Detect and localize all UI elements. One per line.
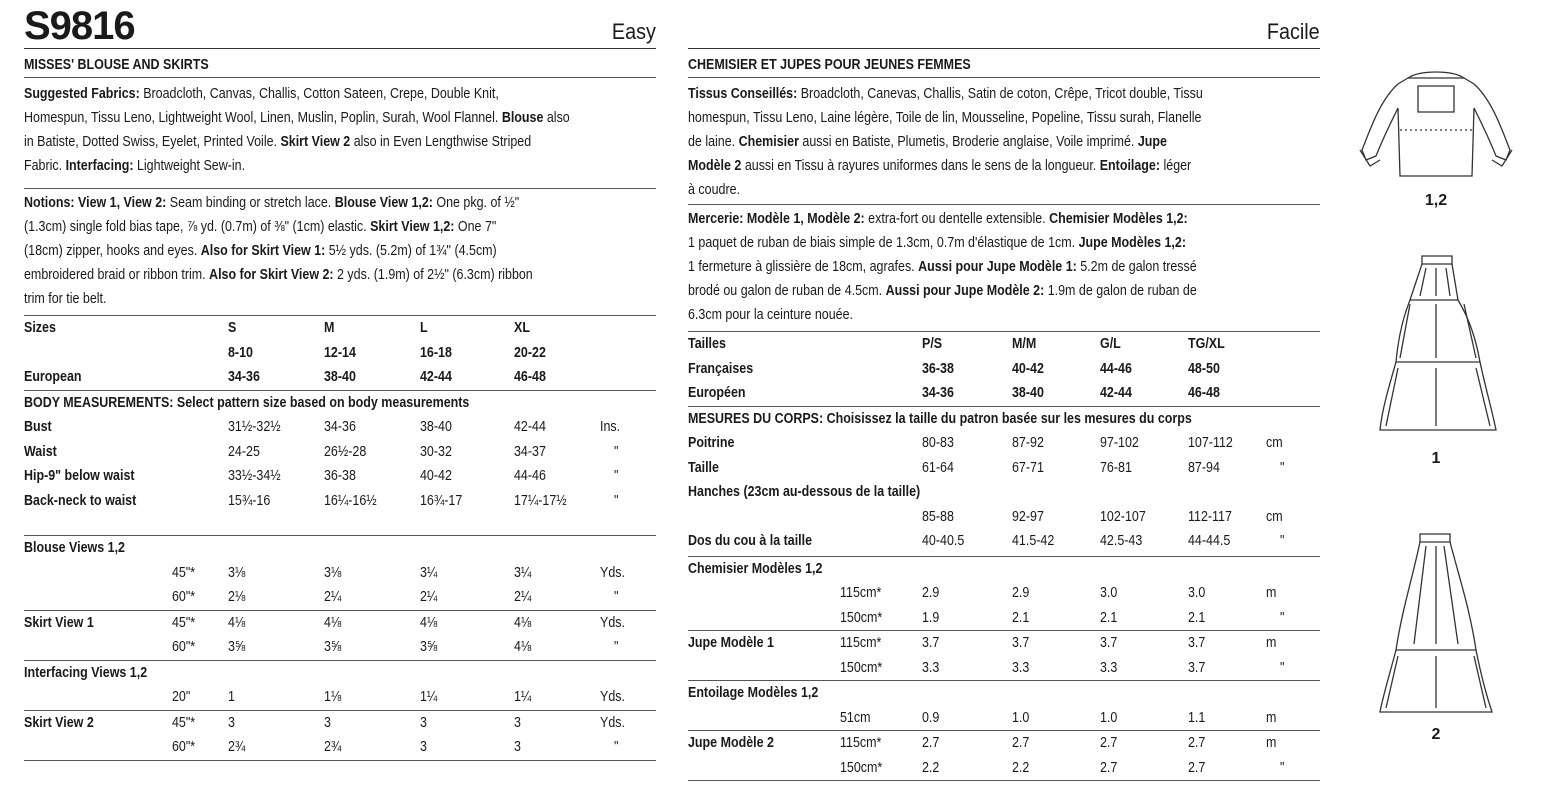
yardage-cell: 3 [420,739,427,755]
header [24,0,656,48]
row-label: Blouse Views 1,2 [24,540,125,556]
yardage-cell: 2.2 [1012,759,1030,776]
view-illustrations [1340,0,1546,782]
fabrics-line: Suggested Fabrics: Broadcloth, Canvas, Challis, Cotton Sateen, Crepe, Double Knit, [24,86,499,102]
pattern-number: S9816 [24,4,135,48]
yardage-cell: 4⅛ [420,614,438,631]
view-label-skirt1: 1 [1431,450,1441,467]
yardage-cell: 2.9 [922,585,940,601]
unit-label: Yds. [600,564,625,581]
row-label: Taille [688,459,719,476]
unit-label: Yds. [600,689,625,705]
notions-line-fr: Mercerie: Modèle 1, Modèle 2: extra-fort ou dentelle extensible. Chemisier Modèles 1,2: [688,211,1188,227]
yardage-cell: 3.7 [1188,635,1206,651]
yardage-cell: 3 [324,714,331,731]
measurement-cell: 44-44.5 [1188,533,1231,549]
size-cell: S [228,320,237,336]
unit-label: " [614,492,619,509]
unit-label: " [1280,759,1285,776]
fabrics-line: in Batiste, Dotted Swiss, Eyelet, Printed Voile. Skirt View 2 also in Even Lengthwise Striped [24,134,532,150]
yardage-row [24,685,656,710]
yardage-row [24,635,656,660]
fabric-width: 115cm* [840,585,882,601]
yardage-cell: 2.7 [1100,735,1118,751]
yardage-row [24,711,656,736]
row-label: Bust [24,419,52,435]
yardage-cell: 4⅛ [514,614,532,631]
yardage-cell: 1¼ [514,689,532,705]
row-label: Dos du cou à la taille [688,533,813,549]
unit-label: Yds. [600,614,625,631]
yardage-cell: 3⅝ [324,639,342,655]
yardage-cell: 4⅛ [514,639,532,655]
size-row [688,381,1320,406]
size-cell: L [420,320,428,336]
yardage-cell: 2⅛ [228,589,246,605]
yardage-row [24,561,656,586]
unit-label: cm [1266,508,1283,525]
fabrics-line: Homespun, Tissu Leno, Lightweight Wool, Linen, Muslin, Poplin, Surah, Wool Flannel. Blouse also [24,110,570,126]
view-label-blouse: 1,2 [1424,192,1448,209]
suggested-fabrics [24,82,656,178]
fabric-width: 150cm* [840,609,883,626]
body-measurements-title [688,407,1320,432]
size-cell: 34-36 [228,369,260,385]
size-cell: 34-36 [922,385,954,401]
yardage-cell: 0.9 [922,709,940,726]
unit-label: Ins. [600,419,621,435]
fabric-width: 60"* [172,589,196,605]
yardage-cell: 3.0 [1188,585,1206,601]
size-yardage-table-fr [688,332,1320,781]
measurement-row [688,431,1320,456]
yardage-group-title [24,536,656,561]
row-label: Sizes [24,320,56,336]
yardage-cell: 2.9 [1012,585,1030,601]
fabrics-line-fr: de laine. Chemisier aussi en Batiste, Plumetis, Broderie anglaise, Voile imprimé. Jupe [688,134,1167,150]
pattern-title-fr: CHEMISIER ET JUPES POUR JEUNES FEMMES [688,57,971,73]
unit-label: m [1266,735,1277,751]
french-column [688,0,1320,781]
skirt-view2-sketch [1380,534,1492,712]
measurement-cell: 16¾-17 [420,492,463,509]
yardage-row [24,611,656,636]
size-row [24,365,656,390]
notions-fr [688,207,1320,327]
row-label: Hip-9" below waist [24,468,135,484]
unit-label: " [614,739,619,755]
measurement-row [688,529,1320,554]
notions-line-fr: 6.3cm pour la ceinture nouée. [688,307,853,323]
measurement-cell: 107-112 [1188,435,1233,451]
measurement-cell: 24-25 [228,443,260,460]
fabrics-line-fr: Tissus Conseillés: Broadcloth, Canevas, Challis, Satin de coton, Crêpe, Tricot double, Tissu [688,86,1203,102]
section-heading: BODY MEASUREMENTS: Select pattern size based on body measurements [24,394,470,411]
yardage-cell: 1 [228,689,235,705]
row-label: European [24,369,82,385]
size-cell: P/S [922,336,943,352]
yardage-cell: 3⅝ [420,639,438,655]
measurement-row [24,415,656,440]
size-cell: 36-38 [922,360,954,377]
yardage-cell: 1.1 [1188,709,1206,726]
row-label: Back-neck to waist [24,492,137,509]
unit-label: " [614,468,619,484]
yardage-group-title [24,661,656,686]
notions-line: (18cm) zipper, hooks and eyes. Also for Skirt View 1: 5½ yds. (5.2m) of 1¾" (4.5cm) [24,243,497,259]
row-label: Jupe Modèle 2 [688,735,774,751]
fabric-width: 150cm* [840,659,883,676]
yardage-row [688,706,1320,731]
pattern-title: MISSES' BLOUSE AND SKIRTS [24,57,209,73]
notions-line: trim for tie belt. [24,291,107,307]
yardage-cell: 1⅛ [324,689,342,705]
measurement-cell: 36-38 [324,468,356,484]
row-label: Waist [24,443,57,460]
yardage-row [24,585,656,610]
english-column [24,0,656,761]
measurement-cell: 15¾-16 [228,492,271,509]
yardage-cell: 2¼ [420,589,438,605]
measurement-cell: 61-64 [922,459,954,476]
notions-line: (1.3cm) single fold bias tape, ⅞ yd. (0.7m) of ⅜" (1cm) elastic. Skirt View 1,2: One 7" [24,219,497,235]
yardage-cell: 3.7 [1188,659,1206,676]
measurement-cell: 44-46 [514,468,546,484]
measurement-cell: 85-88 [922,508,954,525]
fabric-width: 115cm* [840,735,882,751]
yardage-cell: 2.1 [1100,609,1118,626]
fabric-width: 45"* [172,714,196,731]
unit-label: " [1280,533,1285,549]
notions-line-fr: 1 fermeture à glissière de 18cm, agrafes. Aussi pour Jupe Modèle 1: 5.2m de galon tressé [688,259,1197,275]
measurement-cell: 92-97 [1012,508,1044,525]
unit-label: " [614,639,619,655]
size-cell: 12-14 [324,344,356,361]
size-yardage-table [24,316,656,761]
measurement-cell: 42-44 [514,419,546,435]
size-cell: 38-40 [324,369,356,385]
yardage-cell: 3¼ [420,564,438,581]
size-cell: 38-40 [1012,385,1044,401]
size-cell: TG/XL [1188,336,1225,352]
yardage-cell: 1¼ [420,689,438,705]
yardage-row [688,631,1320,656]
measurement-cell: 26½-28 [324,443,367,460]
size-row [688,332,1320,357]
yardage-cell: 2.7 [1012,735,1030,751]
row-label: Skirt View 2 [24,714,94,731]
yardage-cell: 2.7 [922,735,940,751]
measurement-cell: 38-40 [420,419,452,435]
measurement-row [24,464,656,489]
skirt-view1-sketch [1380,256,1496,430]
row-label: Entoilage Modèles 1,2 [688,685,819,701]
yardage-row [688,656,1320,681]
measurement-row [688,505,1320,530]
row-label: Chemisier Modèles 1,2 [688,560,823,577]
measurement-cell: 97-102 [1100,435,1139,451]
measurement-cell: 67-71 [1012,459,1044,476]
fabric-width: 45"* [172,614,196,631]
unit-label: cm [1266,435,1283,451]
yardage-cell: 3.3 [922,659,940,676]
yardage-cell: 3 [420,714,427,731]
measurement-cell: 40-42 [420,468,452,484]
row-label: Hanches (23cm au-dessous de la taille) [688,484,921,500]
yardage-row [688,606,1320,631]
measurement-row [24,440,656,465]
unit-label: " [614,589,619,605]
row-label: Interfacing Views 1,2 [24,664,148,681]
row-label: Françaises [688,360,754,377]
yardage-cell: 3¼ [514,564,532,581]
measurement-cell: 80-83 [922,435,954,451]
yardage-cell: 4⅛ [324,614,342,631]
notions [24,191,656,311]
yardage-cell: 3⅛ [324,564,342,581]
size-cell: 42-44 [1100,385,1132,401]
size-row [24,316,656,341]
row-label: Européen [688,385,746,401]
yardage-cell: 3 [228,714,235,731]
size-cell: M [324,320,335,336]
measurement-cell: 76-81 [1100,459,1132,476]
notions-line: embroidered braid or ribbon trim. Also for Skirt View 2: 2 yds. (1.9m) of 2½" (6.3cm) ribbon [24,267,533,283]
yardage-cell: 2.1 [1012,609,1030,626]
row-label: Poitrine [688,435,735,451]
yardage-cell: 3 [514,714,521,731]
size-cell: M/M [1012,336,1037,352]
yardage-cell: 2¾ [324,739,342,755]
yardage-cell: 3.3 [1100,659,1118,676]
yardage-cell: 3.3 [1012,659,1030,676]
unit-label: m [1266,585,1277,601]
yardage-cell: 3⅛ [228,564,246,581]
measurement-cell: 17¼-17½ [514,492,567,509]
yardage-row [688,756,1320,781]
fabric-width: 51cm [840,709,871,726]
measurement-cell: 33½-34½ [228,468,281,484]
measurement-row [688,456,1320,481]
measurement-cell: 16¼-16½ [324,492,377,509]
view-label-skirt2: 2 [1431,726,1441,743]
yardage-cell: 1.0 [1100,709,1118,726]
measurement-cell: 41.5-42 [1012,533,1055,549]
measurement-cell: 87-94 [1188,459,1220,476]
row-label: Skirt View 1 [24,614,94,631]
blouse-sketch [1360,72,1512,176]
yardage-cell: 4⅛ [228,614,246,631]
measurement-cell: 87-92 [1012,435,1044,451]
yardage-cell: 3.7 [922,635,940,651]
measurement-cell: 112-117 [1188,508,1232,525]
yardage-cell: 3 [514,739,521,755]
garment-sketches [1340,0,1546,782]
yardage-row [24,735,656,760]
body-measurements-title [24,391,656,416]
fabric-width: 60"* [172,639,196,655]
measurement-cell: 34-37 [514,443,546,460]
yardage-cell: 3.7 [1100,635,1118,651]
size-cell: 20-22 [514,344,546,361]
yardage-row [688,581,1320,606]
yardage-cell: 2¼ [514,589,532,605]
size-cell: 48-50 [1188,360,1220,377]
row-label: Tailles [688,336,726,352]
size-cell: G/L [1100,336,1121,352]
yardage-cell: 2.7 [1188,735,1206,751]
fabric-width: 20" [172,689,191,705]
yardage-cell: 2.7 [1100,759,1118,776]
size-row [24,341,656,366]
fabric-width: 115cm* [840,635,882,651]
notions-line-fr: 1 paquet de ruban de biais simple de 1.3cm, 0.7m d'élastique de 1cm. Jupe Modèles 1,2: [688,235,1186,251]
yardage-group-title [688,557,1320,582]
fabrics-line-fr: à coudre. [688,182,741,198]
unit-label: m [1266,635,1277,651]
size-cell: 8-10 [228,344,253,361]
size-cell: 16-18 [420,344,452,361]
unit-label: " [1280,609,1285,626]
yardage-cell: 2.1 [1188,609,1206,626]
measurement-cell: 30-32 [420,443,452,460]
measurement-cell: 34-36 [324,419,356,435]
fabrics-line-fr: homespun, Tissu Leno, Laine légère, Toile de lin, Mousseline, Popeline, Tissu surah, Flanelle [688,110,1202,126]
measurement-row [688,480,1320,505]
fabrics-line: Fabric. Interfacing: Lightweight Sew-in. [24,158,246,174]
size-cell: XL [514,320,530,336]
measurement-cell: 31½-32½ [228,419,281,435]
fabric-width: 45"* [172,564,196,581]
size-row [688,357,1320,382]
header-fr [688,0,1320,48]
measurement-cell: 40-40.5 [922,533,965,549]
yardage-cell: 2.7 [1188,759,1206,776]
yardage-cell: 1.9 [922,609,940,626]
fabric-width: 150cm* [840,759,883,776]
section-heading: MESURES DU CORPS: Choisissez la taille du patron basée sur les mesures du corps [688,410,1192,427]
size-cell: 44-46 [1100,360,1132,377]
difficulty-level: Easy [611,19,656,44]
unit-label: " [1280,459,1285,476]
measurement-row [24,489,656,514]
notions-line-fr: brodé ou galon de ruban de 4.5cm. Aussi pour Jupe Modèle 2: 1.9m de galon de ruban de [688,283,1197,299]
fabrics-line-fr: Modèle 2 aussi en Tissu à rayures uniformes dans le sens de la longueur. Entoilage: léger [688,158,1192,174]
size-cell: 46-48 [514,369,546,385]
yardage-cell: 2.2 [922,759,940,776]
yardage-cell: 2¼ [324,589,342,605]
suggested-fabrics-fr [688,82,1320,202]
fabric-width: 60"* [172,739,196,755]
yardage-cell: 3.0 [1100,585,1118,601]
difficulty-level-fr: Facile [1267,19,1320,44]
yardage-row [688,731,1320,756]
yardage-cell: 3.7 [1012,635,1030,651]
measurement-cell: 42.5-43 [1100,533,1143,549]
unit-label: " [614,443,619,460]
yardage-cell: 3⅝ [228,639,246,655]
notions-line: Notions: View 1, View 2: Seam binding or stretch lace. Blouse View 1,2: One pkg. of ½" [24,195,520,211]
measurement-cell: 102-107 [1100,508,1146,525]
unit-label: m [1266,709,1277,726]
yardage-cell: 1.0 [1012,709,1030,726]
size-cell: 46-48 [1188,385,1220,401]
size-cell: 40-42 [1012,360,1044,377]
yardage-group-title [688,681,1320,706]
yardage-cell: 2¾ [228,739,246,755]
unit-label: Yds. [600,714,625,731]
size-cell: 42-44 [420,369,452,385]
row-label: Jupe Modèle 1 [688,635,774,651]
unit-label: " [1280,659,1285,676]
